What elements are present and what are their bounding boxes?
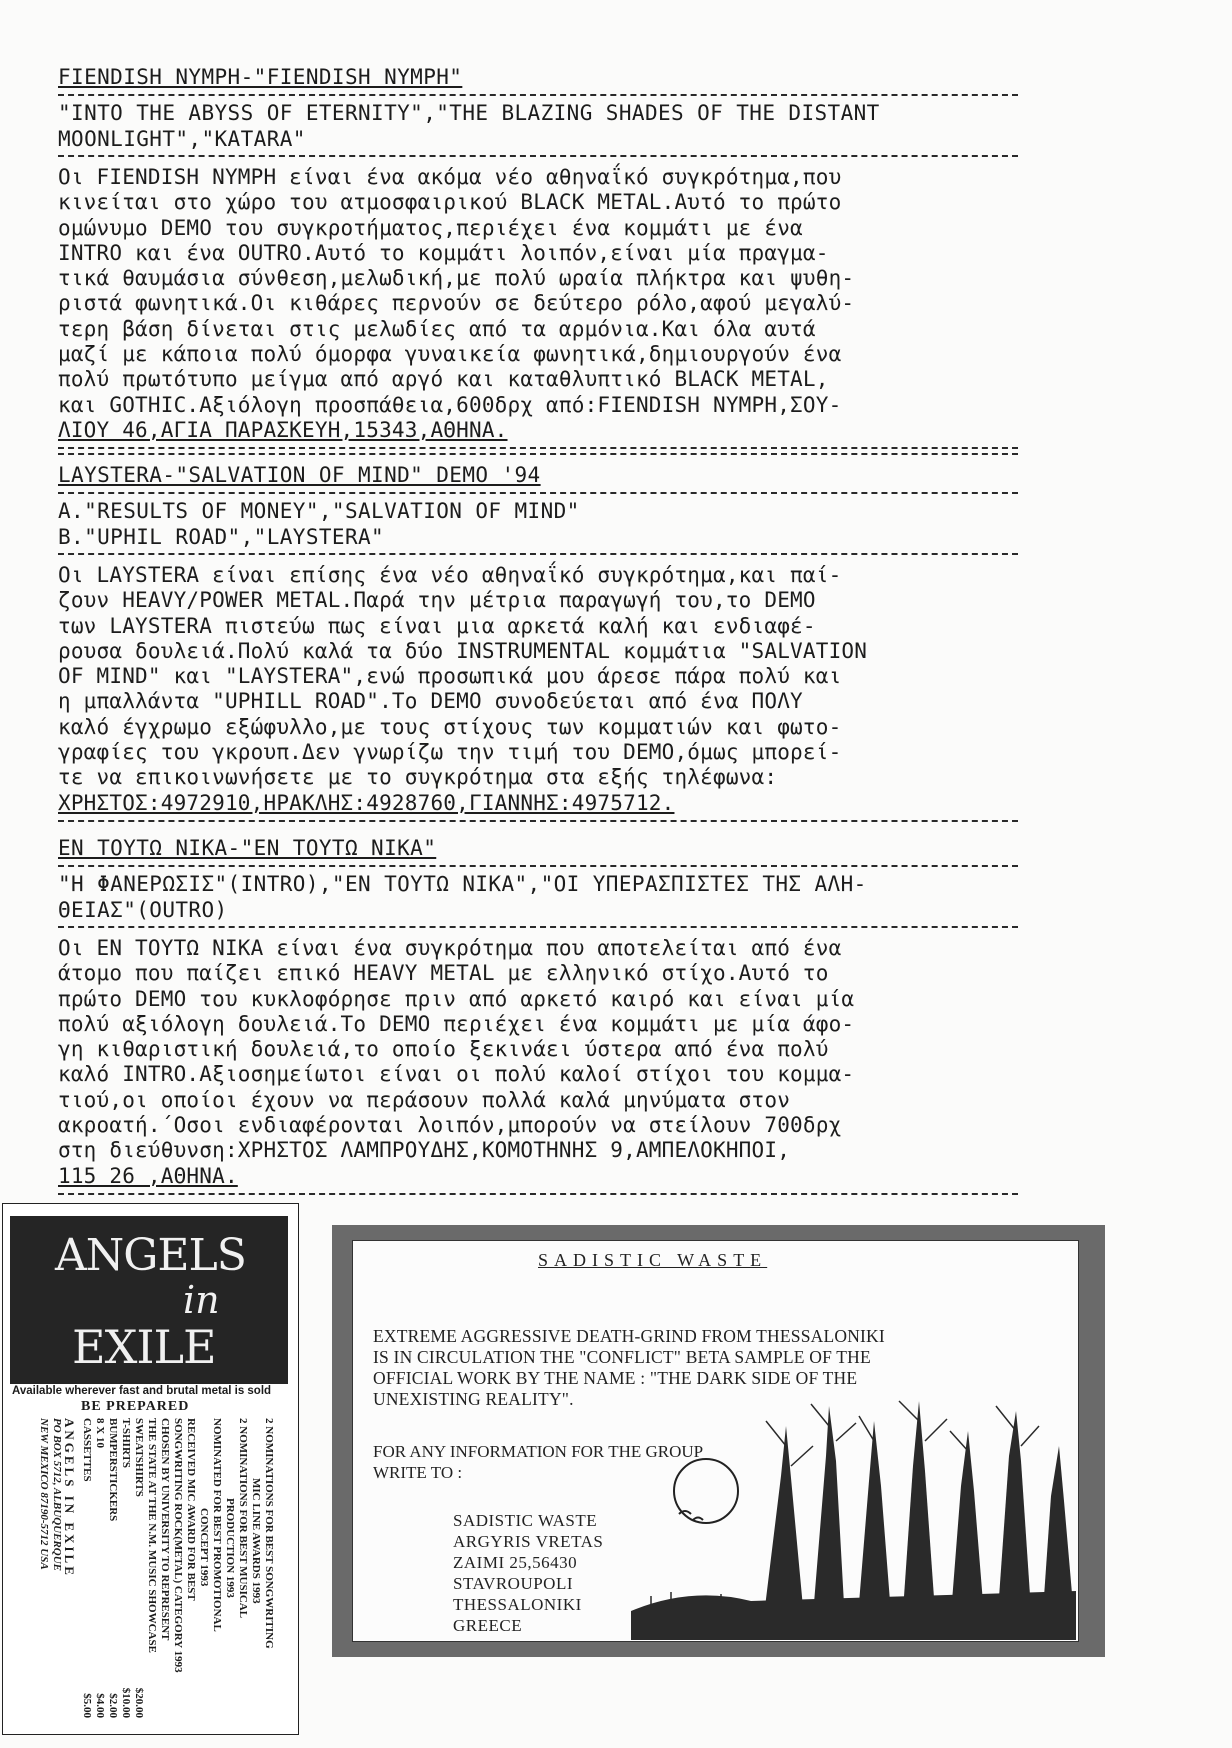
- body-line: πολύ πρωτότυπο μείγμα από αργό και καταθλυπτικό BLACK METAL,: [58, 367, 829, 392]
- merch-row: [119, 1418, 132, 1718]
- body-line: η μπαλλάντα "UPHILL ROAD".Το DEMO συνοδεύεται από ένα ΠΟΛΥ: [58, 689, 803, 714]
- ad-text-line: EXTREME AGGRESSIVE DEATH-GRIND FROM THESSALONIKI: [373, 1326, 885, 1346]
- merch-row: [106, 1418, 119, 1718]
- body-line: στη διεύθυνση:ΧΡΗΣΤΟΣ ΛΑΜΠΡΟΥΔΗΣ,ΚΟΜΟΤΗΝΗΣ 9,ΑΜΠΕΛΟΚΗΠΟΙ,: [58, 1138, 791, 1163]
- review-title-text: LAYSTERA-"SALVATION OF MIND" DEMO '94: [58, 463, 541, 487]
- body-line: ρουσα δουλειά.Πολύ καλά τα δύο INSTRUMENTAL κομμάτια "SALVATION: [58, 638, 868, 663]
- merch-row: [80, 1418, 93, 1718]
- body-line: ομώνυμο DEMO του συγκροτήματος,περιέχει ένα κομμάτι με ένα: [58, 215, 803, 240]
- ad-slogan: BE PREPARED: [81, 1399, 190, 1414]
- dead-forest-moon-illustration: [631, 1386, 1076, 1640]
- body-line: γη κιθαριστική δουλειά,το οποίο ξεκινάει ύστερα από ένα πολύ: [58, 1037, 829, 1062]
- review-title-text: ΕΝ ΤΟΥΤΩ ΝΙΚΑ-"ΕΝ ΤΟΥΤΩ ΝΙΚΑ": [58, 836, 437, 860]
- credit-line: CHOSEN BY UNIVERSITY TO REPRESENT: [159, 1418, 171, 1641]
- dashed-divider: [58, 865, 1018, 867]
- credit-line: RECEIVED MIC AWARD FOR BEST: [185, 1418, 197, 1601]
- track-line: ΘΕΙΑΣ"(OUTRO): [58, 898, 228, 922]
- body-line: ακροατή.΄Οσοι ενδιαφέρονται λοιπόν,μπορούν να στείλουν 700δρχ: [58, 1113, 842, 1138]
- address-line: GREECE: [453, 1616, 523, 1635]
- address-line: THESSALONIKI: [453, 1595, 582, 1614]
- body-line: Οι LAYSTERA είναι επίσης ένα νέο αθηναΐκό συγκρότημα,και παί-: [58, 563, 842, 587]
- credit-line: THE STATE AT THE N.M. MUSIC SHOWCASE: [146, 1418, 158, 1653]
- review-en-touto-nika: [58, 835, 1018, 1199]
- body-line: INTRO και ένα OUTRO.Αυτό το κομμάτι λοιπόν,είναι μία πραγμα-: [58, 240, 829, 265]
- track-line: B."UPHIL ROAD","LAYSTERA": [58, 525, 385, 549]
- ad-text-line: UNEXISTING REALITY".: [373, 1389, 574, 1409]
- credit-line: 2 NOMINATIONS FOR BEST MUSICAL: [237, 1418, 249, 1619]
- body-line: Οι ΕΝ ΤΟΥΤΩ ΝΙΚΑ είναι ένα συγκρότημα που αποτελείται από ένα: [58, 936, 842, 960]
- track-list: [58, 498, 1018, 550]
- merch-item: 8 X 10: [94, 1418, 106, 1448]
- ad-sadistic-waste: [332, 1225, 1105, 1657]
- review-title: [58, 462, 1018, 489]
- address-line: ARGYRIS VRETAS: [453, 1532, 604, 1551]
- body-line: τε να επικοινωνήσετε με το συγκρότημα στα εξής τηλέφωνα:: [58, 765, 778, 790]
- track-line: "Η ΦΑΝΕΡΩΣΙΣ"(INTRO),"ΕΝ ΤΟΥΤΩ ΝΙΚΑ","ΟΙ ΥΠΕΡΑΣΠΙΣΤΕΣ ΤΗΣ ΑΛΗ-: [58, 872, 867, 896]
- body-line: ριστά φωνητικά.Οι κιθάρες περνούν σε δεύτερο ρόλο,αφού μεγαλύ-: [58, 291, 855, 316]
- review-fiendish-nymph: [58, 64, 1018, 459]
- review-body: [58, 563, 1018, 816]
- body-line: και GOTHIC.Αξιόλογη προσπάθεια,600δρχ από:FIENDISH NYMPH,ΣΟΥ-: [58, 392, 842, 417]
- ad-title: SADISTIC WASTE: [538, 1250, 768, 1270]
- merch-price: $2.00: [107, 1693, 119, 1718]
- dashed-divider: [58, 447, 1018, 449]
- body-line-address: 115 26 ,ΑΘΗΝΑ.: [58, 1163, 238, 1188]
- body-line: κινείται στο χώρο του ατμοσφαιρικού BLACK METAL.Αυτό το πρώτο: [58, 190, 842, 215]
- review-title-text: FIENDISH NYMPH-"FIENDISH NYMPH": [58, 65, 463, 89]
- ad-text-line: WRITE TO :: [373, 1463, 463, 1482]
- merch-row: [132, 1418, 145, 1718]
- moon-icon: [674, 1459, 738, 1523]
- body-line: ζουν HEAVY/POWER METAL.Παρά την μέτρια παραγωγή του,το DEMO: [58, 588, 816, 613]
- dashed-divider: [58, 553, 1018, 555]
- review-title: [58, 835, 1018, 862]
- address-line: PO BOX 5712, ALBUQUERQUE: [51, 1418, 63, 1571]
- credit-line: 2 NOMINATIONS FOR BEST SONGWRITING: [263, 1418, 275, 1649]
- merch-item: CASSETTES: [81, 1418, 93, 1482]
- body-line: Οι FIENDISH NYMPH είναι ένα ακόμα νέο αθηναΐκό συγκρότημα,που: [58, 165, 842, 189]
- credit-line: NOMINATED FOR BEST PROMOTIONAL: [211, 1418, 223, 1632]
- dashed-divider: [58, 926, 1018, 928]
- body-line: καλό έγχρωμο εξώφυλλο,με τους στίχους των κομματιών και φωτο-: [58, 714, 842, 739]
- track-list: [58, 100, 1018, 152]
- forest-icon: [631, 1401, 1076, 1640]
- track-line: "INTO THE ABYSS OF ETERNITY","THE BLAZING SHADES OF THE DISTANT: [58, 101, 880, 125]
- merch-price: $10.00: [120, 1687, 132, 1718]
- address-line: SADISTIC WASTE: [453, 1511, 598, 1530]
- dashed-divider: [58, 94, 1018, 96]
- body-line: μαζί με κάποια πολύ όμορφα γυναικεία φωνητικά,δημιουργούν ένα: [58, 342, 842, 367]
- credit-line: CONCEPT 1993: [198, 1508, 210, 1587]
- merch-row: [93, 1418, 106, 1718]
- body-line: τιού,οι οποίοι έχουν να περάσουν πολλά καλά μηνύματα στον: [58, 1087, 791, 1112]
- band-name: ANGELS IN EXILE: [62, 1418, 77, 1578]
- dashed-divider: [58, 1193, 1018, 1195]
- body-line: άτομο που παίζει επικό HEAVY METAL με ελληνικό στίχο.Αυτό το: [58, 961, 829, 986]
- address-line: ZAIMI 25,56430: [453, 1553, 578, 1572]
- address-line: STAVROUPOLI: [453, 1574, 574, 1593]
- track-line: MOONLIGHT","KATARA": [58, 127, 306, 151]
- dashed-divider: [58, 453, 1018, 455]
- ad-text-line: FOR ANY INFORMATION FOR THE GROUP: [373, 1442, 704, 1461]
- review-body: [58, 936, 1018, 1189]
- merch-price: $20.00: [133, 1687, 145, 1718]
- ad-rotated-credits: [25, 1418, 275, 1718]
- body-line: τικά θαυμάσια σύνθεση,μελωδική,με πολύ ωραία πλήκτρα και ψυθη-: [58, 266, 855, 291]
- merch-item: T-SHIRTS: [120, 1418, 132, 1468]
- body-line: OF MIND" και "LAYSTERA",ενώ προσωπικά μου άρεσε πάρα πολύ και: [58, 664, 842, 689]
- credit-line: SONGWRITING ROCK(METAL) CATEGORY 1993: [172, 1418, 184, 1673]
- ad-text-line: OFFICIAL WORK BY THE NAME : "THE DARK SIDE OF THE: [373, 1368, 858, 1388]
- ad-text-line: IS IN CIRCULATION THE "CONFLICT" BETA SAMPLE OF THE: [373, 1347, 871, 1367]
- track-list: [58, 871, 1018, 923]
- body-line: πρώτο DEMO του κυκλοφόρησε πριν από αρκετό καιρό και είναι μία: [58, 986, 855, 1011]
- body-line-phones: ΧΡΗΣΤΟΣ:4972910,ΗΡΑΚΛΗΣ:4928760,ΓΙΑΝΝΗΣ:4975712.: [58, 790, 675, 815]
- ad-angels-in-exile: [2, 1203, 299, 1735]
- merch-price: $5.00: [81, 1693, 93, 1718]
- body-line-address: ΛΙΟΥ 46,ΑΓΙΑ ΠΑΡΑΣΚΕΥΗ,15343,ΑΘΗΝΑ.: [58, 417, 508, 442]
- ad-tagline: Available wherever fast and brutal metal is sold: [12, 1385, 272, 1397]
- body-line: πολύ αξιόλογη δουλειά.Το DEMO περιέχει ένα κομμάτι με μία άφο-: [58, 1011, 855, 1036]
- address-line: NEW MEXICO 87190-5712 USA: [38, 1418, 50, 1570]
- credit-line: PRODUCTION 1993: [224, 1498, 236, 1598]
- merch-item: SWEATSHIRTS: [133, 1418, 145, 1497]
- logo-word: in: [183, 1278, 220, 1322]
- body-line: των LAYSTERA πιστεύω πως είναι μια αρκετά καλή και ενδιαφέ-: [58, 613, 816, 638]
- credit-line: MIC LINE AWARDS 1993: [250, 1478, 262, 1604]
- ad-address: [453, 1510, 603, 1636]
- review-laystera: [58, 462, 1018, 826]
- review-body: [58, 165, 1018, 443]
- body-line: γραφίες του γκρουπ.Δεν γνωρίζω την τιμή του DEMO,όμως μπορεί-: [58, 740, 842, 765]
- dashed-divider: [58, 820, 1018, 822]
- logo-word: EXILE: [72, 1320, 216, 1374]
- merch-item: BUMPERSTICKERS: [107, 1418, 119, 1522]
- track-line: A."RESULTS OF MONEY","SALVATION OF MIND": [58, 499, 580, 523]
- merch-price: $4.00: [94, 1693, 106, 1718]
- ad-inner-panel: [352, 1240, 1079, 1642]
- body-line: καλό INTRO.Αξιοσημείωτοι είναι οι πολύ καλοί στίχοι του κομμα-: [58, 1062, 855, 1087]
- dashed-divider: [58, 492, 1018, 494]
- logo-word: ANGELS: [55, 1230, 246, 1281]
- dashed-divider: [58, 155, 1018, 157]
- body-line: τερη βάση δίνεται στις μελωδίες από τα αρμόνια.Και όλα αυτά: [58, 316, 816, 341]
- review-title: [58, 64, 1018, 91]
- angels-in-exile-logo: [10, 1216, 288, 1384]
